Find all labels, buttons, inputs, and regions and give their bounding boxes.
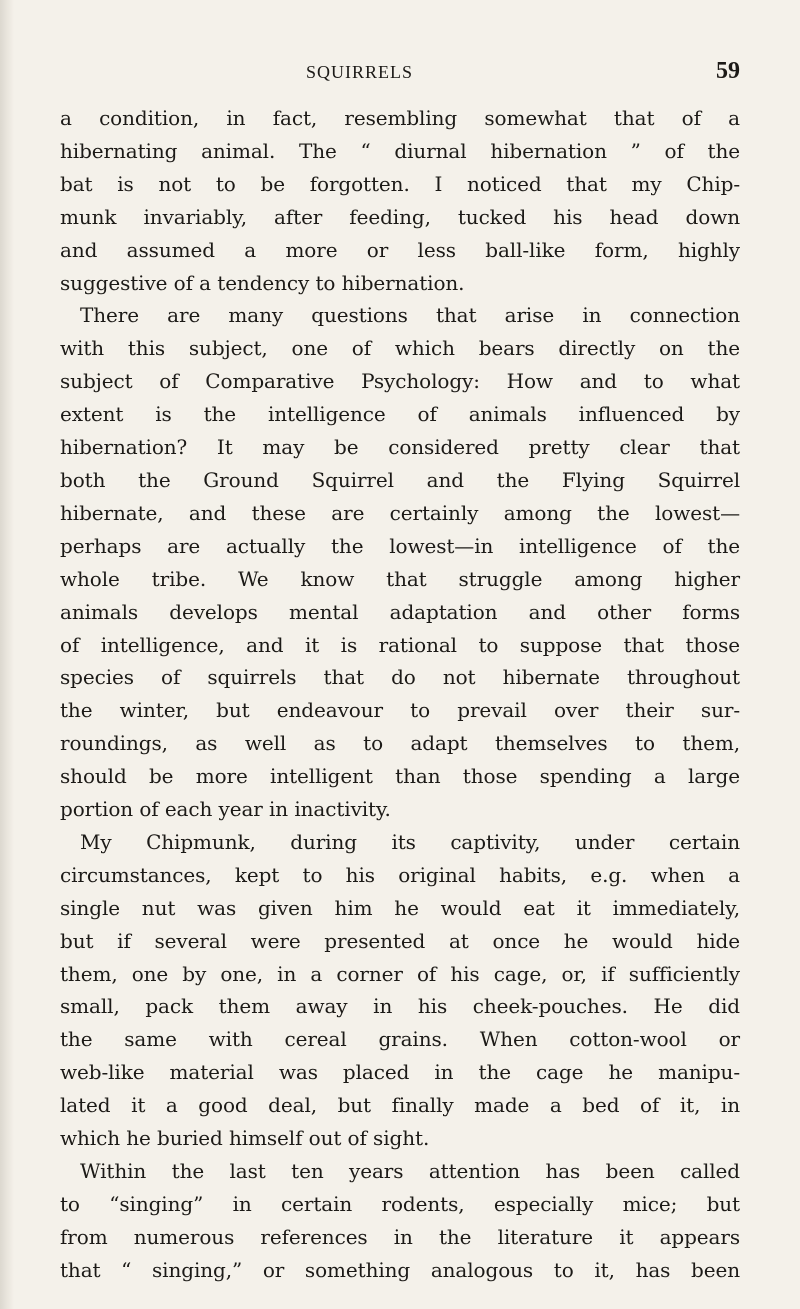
text-line: and assumed a more or less ball-like form, highly <box>60 237 740 262</box>
paragraph <box>60 1155 740 1287</box>
text-line: subject of Comparative Psychology: How and to what <box>60 369 740 394</box>
page-gutter-shadow <box>0 0 14 1309</box>
text-line: roundings, as well as to adapt themselves to them, <box>60 731 740 756</box>
text-line: both the Ground Squirrel and the Flying Squirrel <box>60 467 740 492</box>
page-number: 59 <box>716 58 740 84</box>
text-line: portion of each year in inactivity. <box>60 797 391 822</box>
text-line: Within the last ten years attention has been called <box>80 1159 740 1183</box>
text-line: munk invariably, after feeding, tucked his head down <box>60 204 740 229</box>
body-text <box>60 102 740 1287</box>
text-line: to “singing” in certain rodents, especially mice; but <box>60 1191 740 1216</box>
text-line: of intelligence, and it is rational to suppose that those <box>60 632 740 657</box>
text-line: but if several were presented at once he would hide <box>60 928 740 953</box>
text-line: extent is the intelligence of animals influenced by <box>60 402 740 427</box>
text-line: perhaps are actually the lowest—in intelligence of the <box>60 533 740 558</box>
text-line: them, one by one, in a corner of his cage, or, if sufficiently <box>60 961 740 986</box>
text-line: should be more intelligent than those spending a large <box>60 764 740 789</box>
text-line: hibernation? It may be considered pretty clear that <box>60 435 740 460</box>
text-line: circumstances, kept to his original habits, e.g. when a <box>60 862 740 887</box>
paragraph <box>60 299 740 826</box>
text-line: species of squirrels that do not hibernate throughout <box>60 665 740 690</box>
text-line: the same with cereal grains. When cotton-wool or <box>60 1027 740 1052</box>
text-line: hibernate, and these are certainly among the lowest— <box>60 500 740 525</box>
text-line: that “ singing,” or something analogous to it, has been <box>60 1257 740 1282</box>
running-title: SQUIRRELS <box>306 62 414 82</box>
text-line: hibernating animal. The “ diurnal hibernation ” of the <box>60 138 740 163</box>
paragraph <box>60 826 740 1155</box>
text-line: single nut was given him he would eat it immediately, <box>60 895 740 920</box>
paragraph <box>60 102 740 299</box>
text-line: a condition, in fact, resembling somewhat that of a <box>60 106 740 130</box>
text-line: bat is not to be forgotten. I noticed that my Chip- <box>60 171 740 196</box>
running-head <box>60 58 740 102</box>
text-line: There are many questions that arise in connection <box>80 303 740 328</box>
text-line: whole tribe. We know that struggle among higher <box>60 566 740 591</box>
text-line: the winter, but endeavour to prevail over their sur- <box>60 698 740 723</box>
text-line: My Chipmunk, during its captivity, under certain <box>80 829 740 854</box>
text-line: small, pack them away in his cheek-pouches. He did <box>60 994 740 1019</box>
text-line: with this subject, one of which bears directly on the <box>60 336 740 361</box>
text-line: lated it a good deal, but finally made a bed of it, in <box>60 1093 740 1118</box>
text-line: animals develops mental adaptation and other forms <box>60 599 740 624</box>
text-line: web-like material was placed in the cage he manipu- <box>60 1060 740 1085</box>
text-line: which he buried himself out of sight. <box>60 1126 430 1151</box>
book-page <box>60 58 740 1287</box>
text-line: suggestive of a tendency to hibernation. <box>60 270 465 295</box>
text-line: from numerous references in the literature it appears <box>60 1224 740 1249</box>
